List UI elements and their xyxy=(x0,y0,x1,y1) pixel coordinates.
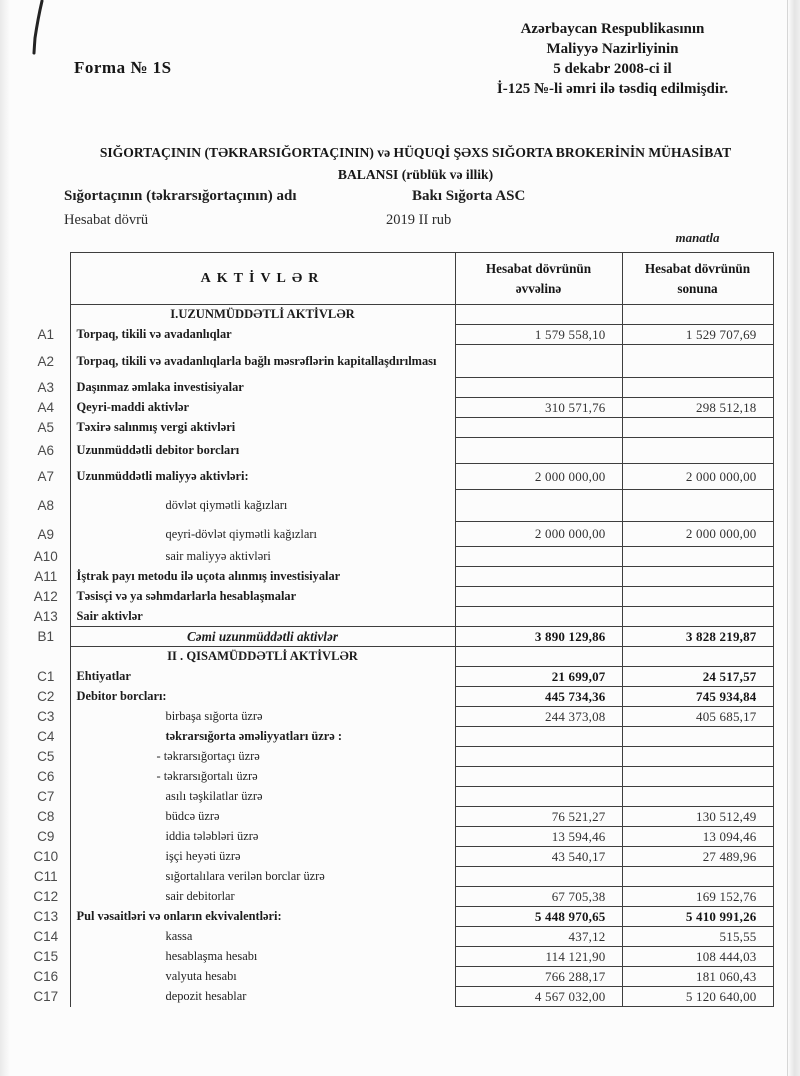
row-label: qeyri-dövlət qiymətli kağızları xyxy=(70,522,455,547)
value-period-end: 405 685,17 xyxy=(622,707,773,727)
table-row xyxy=(22,887,773,907)
table-row xyxy=(22,967,773,987)
scan-edge-left xyxy=(0,0,10,1076)
value-period-start: 1 579 558,10 xyxy=(455,325,622,345)
row-code: A8 xyxy=(37,498,54,513)
currency-note: manatla xyxy=(675,230,720,245)
row-label: Təxirə salınmış vergi aktivləri xyxy=(70,418,455,438)
value-period-end xyxy=(622,867,773,887)
value-period-end xyxy=(622,418,773,438)
value-period-start xyxy=(455,867,622,887)
row-code: A6 xyxy=(37,443,54,458)
value-period-start: 310 571,76 xyxy=(455,398,622,418)
row-code: C14 xyxy=(33,929,59,944)
row-code: A4 xyxy=(37,400,54,415)
value-period-end xyxy=(622,490,773,522)
scan-edge-right xyxy=(787,0,800,1076)
value-period-start xyxy=(455,378,622,398)
table-row xyxy=(22,522,773,547)
insurer-name-label: Sığortaçının (təkrarsığortaçının) adı xyxy=(64,188,297,204)
value-period-end xyxy=(622,727,773,747)
row-code: A1 xyxy=(37,327,54,342)
value-period-end xyxy=(622,305,773,325)
table-row xyxy=(22,490,773,522)
row-code: C10 xyxy=(33,849,59,864)
pen-mark xyxy=(26,0,52,58)
row-label: işçi heyəti üzrə xyxy=(70,847,455,867)
row-label: Qeyri-maddi aktivlər xyxy=(70,398,455,418)
insurer-name-value: Bakı Sığorta ASC xyxy=(412,188,526,204)
forma-label: Forma № 1S xyxy=(74,58,172,77)
row-label: valyuta hesabı xyxy=(70,967,455,987)
table-row xyxy=(22,418,773,438)
value-period-start xyxy=(455,747,622,767)
value-period-start xyxy=(455,547,622,567)
value-period-start xyxy=(455,767,622,787)
row-label: Uzunmüddətli maliyyə aktivləri: xyxy=(70,464,455,490)
value-period-end xyxy=(622,787,773,807)
row-code: A3 xyxy=(37,380,54,395)
value-period-end xyxy=(622,647,773,667)
row-code: A5 xyxy=(37,420,54,435)
value-period-start xyxy=(455,567,622,587)
row-code: C3 xyxy=(37,709,55,724)
row-label: Uzunmüddətli debitor borcları xyxy=(70,438,455,464)
row-code: C13 xyxy=(33,909,59,924)
value-period-end xyxy=(622,747,773,767)
row-label: İştrak payı metodu ilə uçota alınmış investisiyalar xyxy=(70,567,455,587)
table-row xyxy=(22,438,773,464)
table-row xyxy=(22,767,773,787)
value-period-end: 1 529 707,69 xyxy=(622,325,773,345)
value-period-end xyxy=(622,547,773,567)
table-row xyxy=(22,927,773,947)
row-code: A11 xyxy=(34,569,58,584)
balance-table xyxy=(22,252,774,1007)
approval-line: İ-125 №-li əmri ilə təsdiq edilmişdir. xyxy=(496,80,729,97)
value-period-end xyxy=(622,345,773,378)
table-row xyxy=(22,687,773,707)
value-period-end: 515,55 xyxy=(622,927,773,947)
table-row xyxy=(22,807,773,827)
table-row xyxy=(22,867,773,887)
value-period-end: 130 512,49 xyxy=(622,807,773,827)
value-period-start: 13 594,46 xyxy=(455,827,622,847)
value-period-end xyxy=(622,438,773,464)
row-label: sığortalılara verilən borclar üzrə xyxy=(70,867,455,887)
balance-table-body xyxy=(22,305,773,1007)
value-period-start: 114 121,90 xyxy=(455,947,622,967)
approval-line: Azərbaycan Respublikasının xyxy=(520,21,705,37)
value-period-start xyxy=(455,647,622,667)
row-code: C6 xyxy=(37,769,55,784)
row-label: asılı təşkilatlar üzrə xyxy=(70,787,455,807)
table-row xyxy=(22,707,773,727)
value-period-start: 445 734,36 xyxy=(455,687,622,707)
value-period-start: 766 288,17 xyxy=(455,967,622,987)
row-code xyxy=(22,305,70,325)
row-label: Ehtiyatlar xyxy=(70,667,455,687)
row-label: - təkrarsığortalı üzrə xyxy=(70,767,455,787)
approval-note xyxy=(440,20,785,100)
row-label: büdcə üzrə xyxy=(70,807,455,827)
row-code: A13 xyxy=(33,609,58,624)
table-row xyxy=(22,947,773,967)
value-period-end: 108 444,03 xyxy=(622,947,773,967)
row-code: C5 xyxy=(37,749,55,764)
table-row xyxy=(22,747,773,767)
row-code: C17 xyxy=(33,989,59,1004)
row-code: C12 xyxy=(33,889,59,904)
row-code: C16 xyxy=(33,969,59,984)
row-code: C8 xyxy=(37,809,55,824)
value-period-start xyxy=(455,587,622,607)
row-code: C9 xyxy=(37,829,55,844)
row-label: birbaşa sığorta üzrə xyxy=(70,707,455,727)
reporting-period-value: 2019 II rub xyxy=(386,212,452,228)
section-row xyxy=(22,647,773,667)
value-period-start: 2 000 000,00 xyxy=(455,522,622,547)
table-row xyxy=(22,345,773,378)
value-period-start xyxy=(455,490,622,522)
row-code: A10 xyxy=(33,549,58,564)
row-label: sair debitorlar xyxy=(70,887,455,907)
balance-title-line1: SIĞORTAÇININ (TƏKRARSIĞORTAÇININ) və HÜQUQİ ŞƏXS SIĞORTA BROKERİNİN MÜHASİBAT xyxy=(99,145,732,160)
row-label: Təsisçi və ya səhmdarlarla hesablaşmalar xyxy=(70,587,455,607)
table-row xyxy=(22,547,773,567)
period-start-header: Hesabat dövrünün əvvəlinə xyxy=(455,253,622,305)
row-label: Sair aktivlər xyxy=(70,607,455,627)
row-code: C4 xyxy=(37,729,55,744)
period-end-header: Hesabat dövrünün sonuna xyxy=(622,253,773,305)
approval-line: Maliyyə Nazirliyinin xyxy=(546,40,679,57)
value-period-end xyxy=(622,607,773,627)
value-period-end: 298 512,18 xyxy=(622,398,773,418)
value-period-end xyxy=(622,587,773,607)
row-label: kassa xyxy=(70,927,455,947)
balance-title xyxy=(58,142,773,186)
code-column-header xyxy=(22,253,70,305)
value-period-start: 21 699,07 xyxy=(455,667,622,687)
table-row xyxy=(22,587,773,607)
row-label: Debitor borcları: xyxy=(70,687,455,707)
row-label: Pul vəsaitləri və onların ekvivalentləri: xyxy=(70,907,455,927)
row-label: II . QISAMÜDDƏTLİ AKTİVLƏR xyxy=(70,647,455,667)
value-period-start xyxy=(455,787,622,807)
table-row xyxy=(22,464,773,490)
row-code: A2 xyxy=(37,353,54,369)
value-period-end: 27 489,96 xyxy=(622,847,773,867)
value-period-start: 67 705,38 xyxy=(455,887,622,907)
table-row xyxy=(22,827,773,847)
row-label: depozit hesablar xyxy=(70,987,455,1007)
table-row xyxy=(22,325,773,345)
table-header-row xyxy=(22,253,773,305)
row-code: C2 xyxy=(37,689,55,704)
row-code xyxy=(22,647,70,667)
aktivler-header: AKTİVLƏR xyxy=(70,253,455,305)
value-period-start xyxy=(455,607,622,627)
row-code: A9 xyxy=(37,526,54,542)
row-code: C7 xyxy=(37,789,55,804)
section-row xyxy=(22,305,773,325)
value-period-start xyxy=(455,727,622,747)
value-period-end: 24 517,57 xyxy=(622,667,773,687)
value-period-start: 244 373,08 xyxy=(455,707,622,727)
row-label: Daşınmaz əmlaka investisiyalar xyxy=(70,378,455,398)
value-period-end: 3 828 219,87 xyxy=(622,627,773,647)
table-row xyxy=(22,727,773,747)
row-label: I.UZUNMÜDDƏTLİ AKTİVLƏR xyxy=(70,305,455,325)
row-code: B1 xyxy=(37,629,54,644)
value-period-start xyxy=(455,345,622,378)
value-period-end: 169 152,76 xyxy=(622,887,773,907)
value-period-end: 745 934,84 xyxy=(622,687,773,707)
row-code: A7 xyxy=(37,469,54,484)
reporting-period-label: Hesabat dövrü xyxy=(64,212,149,228)
row-code: A12 xyxy=(33,589,58,604)
row-label: Torpaq, tikili və avadanlıqlar xyxy=(70,325,455,345)
row-code: C11 xyxy=(33,869,58,884)
value-period-start: 5 448 970,65 xyxy=(455,907,622,927)
table-row xyxy=(22,667,773,687)
value-period-start: 76 521,27 xyxy=(455,807,622,827)
row-label: Cəmi uzunmüddətli aktivlər xyxy=(70,627,455,647)
table-row xyxy=(22,847,773,867)
value-period-end xyxy=(622,567,773,587)
row-label: Torpaq, tikili və avadanlıqlarla bağlı məsrəflərin kapitallaşdırılması xyxy=(70,345,455,378)
row-label: hesablaşma hesabı xyxy=(70,947,455,967)
approval-line: 5 dekabr 2008-ci il xyxy=(553,60,672,77)
row-label: təkrarsığorta əməliyyatları üzrə : xyxy=(70,727,455,747)
value-period-start: 4 567 032,00 xyxy=(455,987,622,1007)
row-code: C1 xyxy=(37,669,55,684)
table-row xyxy=(22,787,773,807)
table-row xyxy=(22,907,773,927)
table-row xyxy=(22,378,773,398)
total-row xyxy=(22,627,773,647)
value-period-end xyxy=(622,378,773,398)
value-period-end xyxy=(622,767,773,787)
value-period-start: 43 540,17 xyxy=(455,847,622,867)
row-label: sair maliyyə aktivləri xyxy=(70,547,455,567)
value-period-start xyxy=(455,418,622,438)
value-period-start xyxy=(455,305,622,325)
table-row xyxy=(22,398,773,418)
value-period-end: 13 094,46 xyxy=(622,827,773,847)
value-period-end: 2 000 000,00 xyxy=(622,464,773,490)
value-period-end: 5 410 991,26 xyxy=(622,907,773,927)
table-row xyxy=(22,607,773,627)
value-period-start xyxy=(455,438,622,464)
value-period-end: 5 120 640,00 xyxy=(622,987,773,1007)
value-period-end: 2 000 000,00 xyxy=(622,522,773,547)
row-label: dövlət qiymətli kağızları xyxy=(70,490,455,522)
row-label: - təkrarsığortaçı üzrə xyxy=(70,747,455,767)
row-label: iddia tələbləri üzrə xyxy=(70,827,455,847)
value-period-start: 3 890 129,86 xyxy=(455,627,622,647)
value-period-end: 181 060,43 xyxy=(622,967,773,987)
value-period-start: 2 000 000,00 xyxy=(455,464,622,490)
value-period-start: 437,12 xyxy=(455,927,622,947)
table-row xyxy=(22,987,773,1007)
row-code: C15 xyxy=(33,949,59,964)
table-row xyxy=(22,567,773,587)
balance-title-line2: BALANSI (rüblük və illik) xyxy=(337,167,494,183)
